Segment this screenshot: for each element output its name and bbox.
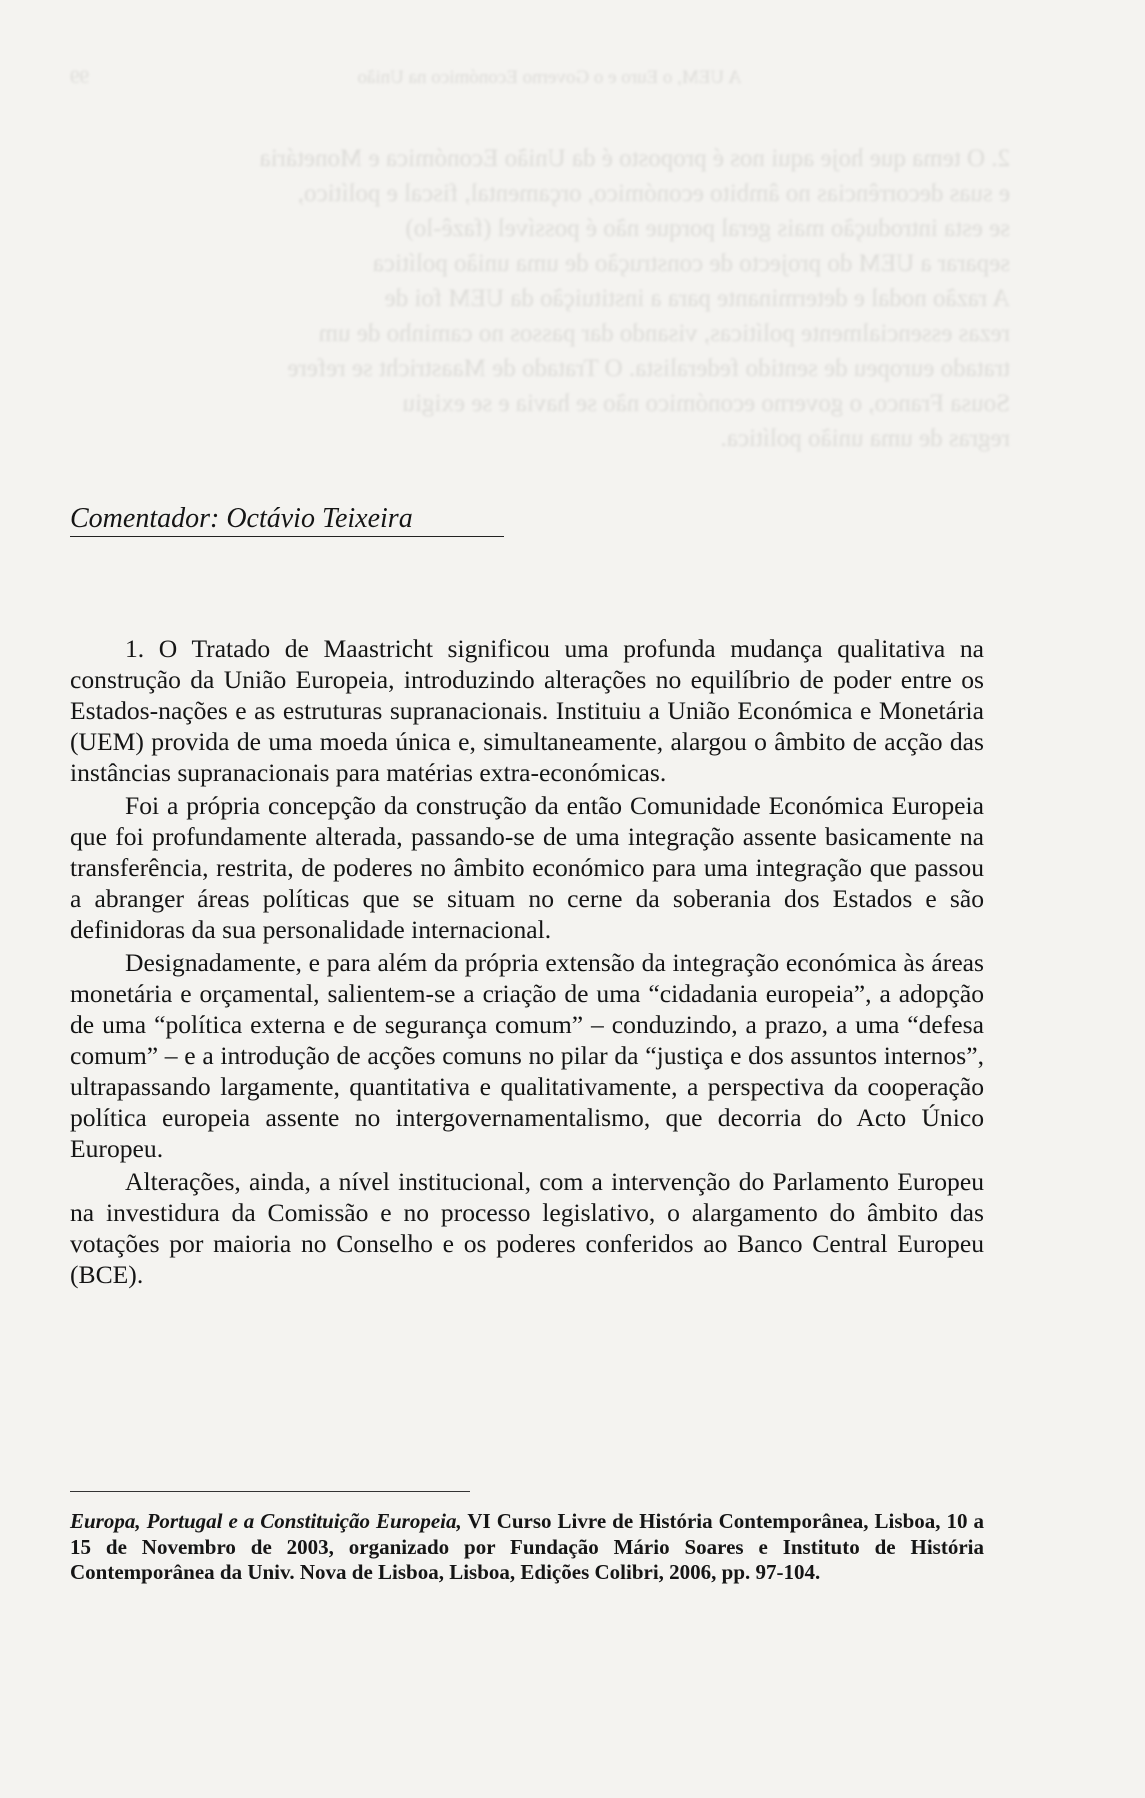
paragraph: Alterações, ainda, a nível institucional, com a intervenção do Parlamento Europeu na investidura da Comissão e no processo legislativo, o alargamento do âmbito das votações por maioria no Conselho e os poderes conferidos ao Banco Central Europeu (BCE). [70, 1166, 984, 1289]
bleed-through-line: Sousa Franco, o governo económico não se havia e se exigiu [402, 390, 1010, 417]
footnote [70, 1509, 984, 1586]
bleed-through-line: e suas decorrências no âmbito económico, orçamental, fiscal e político, [297, 180, 1010, 207]
bleed-through-line: regras de uma união política. [720, 425, 1010, 452]
bleed-through-line: 2. O tema que hoje aqui nos é proposto é da União Económica e Monetária [259, 145, 1010, 172]
bleed-through-line: se esta introdução mais geral porque não é possível (fazê-lo) [405, 215, 1010, 242]
bleed-through-header: A UEM, o Euro e o Governo Económico na União 99 [70, 67, 742, 88]
footnote-divider [70, 1491, 470, 1492]
paragraph: Designadamente, e para além da própria extensão da integração económica às áreas monetária e orçamental, salientem-se a criação de uma “cidadania europeia”, a adopção de uma “política externa e de segurança comum” – conduzindo, a prazo, a uma “defesa comum” – e a introdução de acções comuns no pilar da “justiça e dos assuntos internos”, ultrapassando largamente, quantitativa e qualitativamente, a perspectiva da cooperação política europeia assente no intergovernamentalismo, que decorria do Acto Único Europeu. [70, 948, 984, 1163]
footnote-title: Europa, Portugal e a Constituição Europeia, [70, 1509, 462, 1533]
bleed-through-text [70, 60, 1010, 456]
bleed-through-line: separar a UEM do projecto de construção de uma união política [372, 250, 1010, 277]
paragraph: Foi a própria concepção da construção da então Comunidade Económica Europeia que foi profundamente alterada, passando-se de uma integração assente basicamente na transferência, restrita, de poderes no âmbito económico para uma integração que passou a abranger áreas políticas que se situam no cerne da soberania dos Estados e são definidoras da sua personalidade internacional. [70, 791, 984, 944]
bleed-through-line: A razão nodal e determinante para a instituição da UEM foi de [384, 285, 1010, 312]
paragraph: 1. O Tratado de Maastricht significou uma profunda mudança qualitativa na construção da União Europeia, introduzindo alterações no equilíbrio de poder entre os Estados-nações e as estruturas supranacionais. Instituiu a União Económica e Monetária (UEM) provida de uma moeda única e, simultaneamente, alargou o âmbito de acção das instâncias supranacionais para matérias extra-económicas. [70, 634, 984, 787]
footnote-text: VI Curso Livre de História Contemporânea, Lisboa, 10 a 15 de Novembro de 2003, organizado por Fundação Mário Soares e Instituto de História Contemporânea da Univ. Nova de Lisboa, Lisboa, Edições Colibri, 2006, pp. 97-104. [70, 1509, 984, 1585]
bleed-through-line: rezas essencialmente políticas, visando dar passos no caminho de um [318, 320, 1010, 347]
body-text [70, 634, 984, 1293]
bleed-through-line: tratado europeu de sentido federalista. O Tratado de Maastricht se refere [287, 355, 1010, 382]
commentator-heading: Comentador: Octávio Teixeira [70, 502, 504, 537]
